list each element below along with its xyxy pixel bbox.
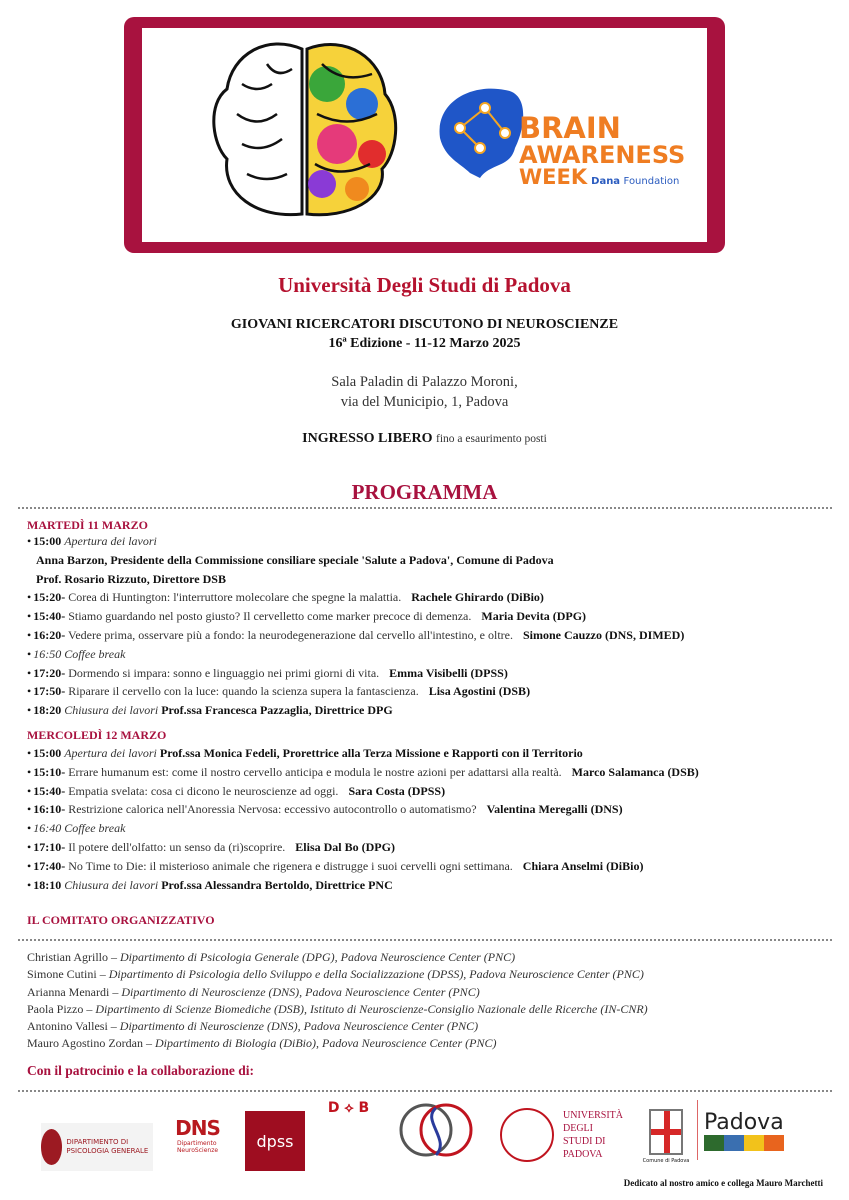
program-item (27, 701, 684, 720)
program-item (27, 645, 684, 664)
logo-dns: DNS Dipartimento NeuroScienze (175, 1116, 220, 1154)
day-title: MERCOLEDÌ 12 MARZO (27, 728, 167, 742)
program-item (27, 857, 699, 876)
item-time: 15:00 (33, 534, 62, 548)
logo-dpss: dpss (245, 1111, 305, 1171)
item-time: 16:20- (33, 627, 66, 642)
item-title: Apertura dei lavori (64, 534, 157, 548)
logo-dsb (395, 1100, 477, 1170)
patronage-title: Con il patrocinio e la collaborazione di: (27, 1063, 254, 1078)
logo-unipd-text: UNIVERSITÀ DEGLI STUDI DI PADOVA (563, 1110, 623, 1160)
entry-info: INGRESSO LIBERO fino a esaurimento posti (302, 431, 547, 446)
item-time: 15:40- (33, 783, 66, 798)
item-title: Stiamo guardando nel posto giusto? Il cervelletto come marker precoce di demenza. (68, 609, 472, 624)
item-title: Apertura dei lavori (64, 746, 157, 760)
item-time: 15:40- (33, 609, 66, 624)
venue: Sala Paladin di Palazzo Moroni, via del Municipio, 1, Padova (331, 374, 518, 410)
program-item (27, 763, 699, 782)
dedication: Dedicato al nostro amico e collega Mauro Marchetti (623, 1178, 823, 1188)
item-time: 15:00 (33, 746, 62, 760)
brain-illustration (197, 34, 412, 234)
header-banner (124, 17, 725, 253)
item-speaker: Prof.ssa Monica Fedeli, Prorettrice alla Terza Missione e Rapporti con il Territorio (159, 746, 583, 760)
item-speaker: Chiara Anselmi (DiBio) (522, 858, 644, 873)
program-item (27, 607, 684, 626)
logo-comune-padova: Comune di Padova (640, 1100, 692, 1172)
item-time: 16:10- (33, 802, 66, 817)
logo-dibio: D ⟡ B (327, 1100, 370, 1116)
item-speaker: Marco Salamanca (DSB) (571, 764, 699, 779)
committee-title: IL COMITATO ORGANIZZATIVO (27, 913, 215, 927)
program-item (27, 588, 684, 607)
item-time: 17:20- (33, 665, 66, 680)
program-item (27, 626, 684, 645)
item-title: Errare humanum est: come il nostro cervello anticipa e modula le nostre azioni per adattarsi alla realtà. (68, 764, 562, 779)
program-item (27, 682, 684, 701)
item-title: 16:50 Coffee break (33, 646, 126, 661)
program-list-day2 (27, 744, 699, 894)
item-speaker: Lisa Agostini (DSB) (428, 684, 531, 699)
event-title: GIOVANI RICERCATORI DISCUTONO DI NEUROSCIENZE (230, 317, 619, 332)
edition: 16ª Edizione - 11-12 Marzo 2025 (328, 336, 521, 351)
item-title: Empatia svelata: cosa ci dicono le neuroscienze ad oggi. (68, 783, 339, 798)
committee-list (27, 949, 648, 1053)
item-speaker: Prof.ssa Alessandra Bertoldo, Direttrice PNC (161, 877, 393, 892)
program-list-day1 (27, 532, 684, 720)
item-time: 17:10- (33, 839, 66, 854)
item-time: 17:40- (33, 858, 66, 873)
program-item (27, 782, 699, 801)
program-item: Anna Barzon, Presidente della Commissione consiliare speciale 'Salute a Padova', Comune di Padova (36, 552, 554, 567)
committee-member: Mauro Agostino Zordan – Dipartimento di Biologia (DiBio), Padova Neuroscience Center (PNC) (27, 1036, 497, 1051)
university-title: Università Degli Studi di Padova (278, 273, 571, 297)
item-title: Chiusura dei lavori (64, 877, 159, 892)
item-speaker: Rachele Ghirardo (DiBio) (411, 590, 544, 605)
committee-member: Paola Pizzo – Dipartimento di Scienze Biomediche (DSB), Istituto di Neuroscienze-Consiglio Nazionale delle Ricerche (IN-CNR) (27, 1001, 648, 1016)
brain-awareness-week-text: BRAIN AWARENESS WEEK Dana Foundation (519, 111, 686, 189)
item-title: Il potere dell'olfatto: un senso da (ri)scoprire. (68, 839, 286, 854)
item-speaker: Sara Costa (DPSS) (348, 783, 446, 798)
divider (18, 939, 832, 941)
item-time: 15:20- (33, 590, 66, 605)
item-time: 18:10 (33, 877, 62, 892)
item-title: 16:40 Coffee break (33, 821, 126, 836)
logo-citta-sane-padova: Padova (697, 1100, 807, 1160)
committee-member: Antonino Vallesi – Dipartimento di Neuroscienze (DNS), Padova Neuroscience Center (PNC) (27, 1019, 479, 1034)
program-item (27, 876, 699, 895)
item-title: Restrizione calorica nell'Anoressia Nervosa: eccessivo autocontrollo o automatismo? (68, 802, 477, 817)
committee-member: Arianna Menardi – Dipartimento di Neuroscienze (DNS), Padova Neuroscience Center (PNC) (27, 984, 480, 999)
program-item (27, 744, 699, 763)
day-title: MARTEDÌ 11 MARZO (27, 518, 148, 532)
committee-member: Christian Agrillo – Dipartimento di Psicologia Generale (DPG), Padova Neuroscience Center (PNC) (27, 950, 516, 964)
item-title: No Time to Die: il misterioso animale che rigenera e distrugge i suoi cervelli ogni settimana. (68, 858, 513, 873)
item-time: 15:10- (33, 764, 66, 779)
logo-unipd-seal (497, 1100, 557, 1170)
item-speaker: Simone Cauzzo (DNS, DIMED) (522, 627, 685, 642)
program-item (27, 800, 699, 819)
item-title: Dormendo si impara: sonno e linguaggio nei primi giorni di vita. (68, 665, 380, 680)
item-time: 17:50- (33, 684, 66, 699)
committee-member: Simone Cutini – Dipartimento di Psicologia dello Sviluppo e della Socializzazione (DPSS), Padova Neuroscience Center (PNC) (27, 967, 644, 982)
program-item (27, 664, 684, 683)
item-title: Corea di Huntington: l'interruttore molecolare che spegne la malattia. (68, 590, 402, 605)
item-speaker: Prof.ssa Francesca Pazzaglia, Direttrice DPG (161, 703, 393, 718)
item-title: Riparare il cervello con la luce: quando la scienza supera la fantascienza. (68, 684, 419, 699)
item-title: Vedere prima, osservare più a fondo: la neurodegenerazione dal cervello all'intestino, e oltre. (68, 627, 513, 642)
program-item (27, 819, 699, 838)
logo-dpg: DIPARTIMENTO DI PSICOLOGIA GENERALE (41, 1123, 153, 1171)
item-speaker: Maria Devita (DPG) (481, 609, 587, 624)
divider (18, 507, 832, 509)
programma-heading: PROGRAMMA (351, 480, 498, 504)
program-item: Prof. Rosario Rizzuto, Direttore DSB (36, 571, 226, 586)
item-time: 18:20 (33, 703, 62, 718)
item-speaker: Emma Visibelli (DPSS) (389, 665, 508, 680)
program-item (27, 838, 699, 857)
item-speaker: Elisa Dal Bo (DPG) (295, 839, 395, 854)
item-speaker: Valentina Meregalli (DNS) (486, 802, 623, 817)
divider (18, 1090, 832, 1092)
program-item (27, 532, 684, 551)
item-title: Chiusura dei lavori (64, 703, 159, 718)
